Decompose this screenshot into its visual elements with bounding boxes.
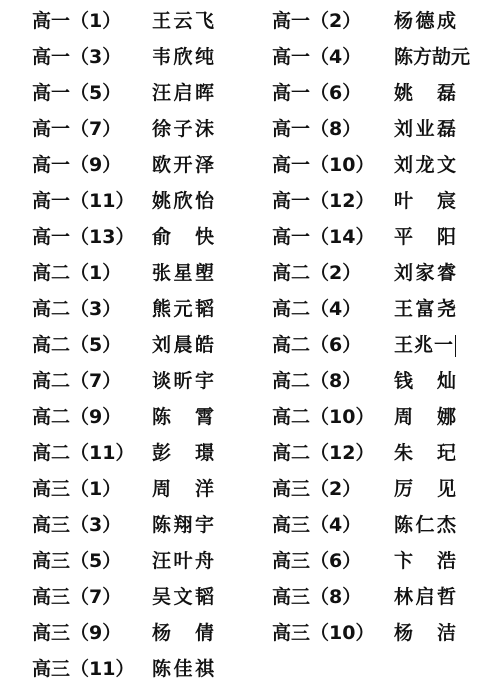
class-label: 高一（7） bbox=[32, 118, 122, 140]
list-row bbox=[0, 327, 489, 363]
student-name: 陈 霄 bbox=[152, 406, 214, 428]
list-row bbox=[0, 111, 489, 147]
class-label: 高一（6） bbox=[272, 82, 362, 104]
student-name: 刘业磊 bbox=[394, 118, 456, 140]
student-name: 张星塱 bbox=[152, 262, 214, 284]
student-name: 徐子沫 bbox=[152, 118, 214, 140]
student-name: 林启哲 bbox=[394, 586, 456, 608]
student-name: 王兆一 bbox=[394, 334, 454, 356]
class-label: 高三（7） bbox=[32, 586, 122, 608]
student-name: 汪叶舟 bbox=[152, 550, 214, 572]
list-row bbox=[0, 363, 489, 399]
class-label: 高三（11） bbox=[32, 658, 135, 680]
student-name: 钱 灿 bbox=[394, 370, 456, 392]
student-name: 陈翔宇 bbox=[152, 514, 214, 536]
list-row bbox=[0, 507, 489, 543]
list-row bbox=[0, 399, 489, 435]
student-name: 平 阳 bbox=[394, 226, 456, 248]
class-label: 高二（11） bbox=[32, 442, 135, 464]
class-label: 高一（2） bbox=[272, 10, 362, 32]
text-cursor bbox=[455, 335, 456, 357]
class-label: 高三（6） bbox=[272, 550, 362, 572]
student-name-with-caret[interactable] bbox=[394, 327, 456, 363]
list-row bbox=[0, 615, 489, 651]
list-row bbox=[0, 579, 489, 615]
student-name: 卞 浩 bbox=[394, 550, 456, 572]
class-label: 高三（3） bbox=[32, 514, 122, 536]
class-label: 高二（8） bbox=[272, 370, 362, 392]
student-name: 叶 宸 bbox=[394, 190, 456, 212]
class-label: 高三（1） bbox=[32, 478, 122, 500]
class-label: 高二（3） bbox=[32, 298, 122, 320]
class-label: 高二（2） bbox=[272, 262, 362, 284]
class-label: 高一（4） bbox=[272, 46, 362, 68]
class-label: 高三（5） bbox=[32, 550, 122, 572]
class-label: 高二（1） bbox=[32, 262, 122, 284]
class-label: 高一（1） bbox=[32, 10, 122, 32]
class-label: 高二（4） bbox=[272, 298, 362, 320]
list-row bbox=[0, 543, 489, 579]
list-row bbox=[0, 183, 489, 219]
list-row bbox=[0, 147, 489, 183]
class-label: 高二（9） bbox=[32, 406, 122, 428]
list-row bbox=[0, 75, 489, 111]
class-label: 高一（10） bbox=[272, 154, 375, 176]
student-name: 陈方劼元 bbox=[394, 46, 471, 68]
class-label: 高一（14） bbox=[272, 226, 375, 248]
class-label: 高三（9） bbox=[32, 622, 122, 644]
class-label: 高一（8） bbox=[272, 118, 362, 140]
class-label: 高三（4） bbox=[272, 514, 362, 536]
student-name: 杨德成 bbox=[394, 10, 456, 32]
student-name: 欧开泽 bbox=[152, 154, 214, 176]
student-name: 姚 磊 bbox=[394, 82, 456, 104]
student-name: 陈佳祺 bbox=[152, 658, 214, 680]
class-label: 高一（12） bbox=[272, 190, 375, 212]
student-name: 姚欣怡 bbox=[152, 190, 214, 212]
list-row bbox=[0, 39, 489, 75]
student-name: 刘晨皓 bbox=[152, 334, 214, 356]
list-row bbox=[0, 3, 489, 39]
class-name-list bbox=[0, 3, 489, 687]
class-label: 高二（7） bbox=[32, 370, 122, 392]
class-label: 高三（2） bbox=[272, 478, 362, 500]
student-name: 周 娜 bbox=[394, 406, 456, 428]
student-name: 谈昕宇 bbox=[152, 370, 214, 392]
student-name: 王云飞 bbox=[152, 10, 214, 32]
list-row bbox=[0, 435, 489, 471]
student-name: 刘龙文 bbox=[394, 154, 456, 176]
student-name: 彭 璟 bbox=[152, 442, 214, 464]
list-row bbox=[0, 255, 489, 291]
class-label: 高一（13） bbox=[32, 226, 135, 248]
class-label: 高二（6） bbox=[272, 334, 362, 356]
student-name: 杨 倩 bbox=[152, 622, 214, 644]
list-row bbox=[0, 471, 489, 507]
class-label: 高二（10） bbox=[272, 406, 375, 428]
class-label: 高三（10） bbox=[272, 622, 375, 644]
student-name: 杨 洁 bbox=[394, 622, 456, 644]
student-name: 韦欣纯 bbox=[152, 46, 214, 68]
class-label: 高一（5） bbox=[32, 82, 122, 104]
class-label: 高二（5） bbox=[32, 334, 122, 356]
student-name: 汪启晖 bbox=[152, 82, 214, 104]
class-label: 高一（9） bbox=[32, 154, 122, 176]
student-name: 周 洋 bbox=[152, 478, 214, 500]
student-name: 朱 玘 bbox=[394, 442, 456, 464]
student-name: 厉 见 bbox=[394, 478, 456, 500]
class-label: 高三（8） bbox=[272, 586, 362, 608]
class-label: 高一（3） bbox=[32, 46, 122, 68]
student-name: 刘家睿 bbox=[394, 262, 456, 284]
class-label: 高一（11） bbox=[32, 190, 135, 212]
student-name: 陈仁杰 bbox=[394, 514, 456, 536]
student-name: 俞 快 bbox=[152, 226, 214, 248]
student-name: 吴文韬 bbox=[152, 586, 214, 608]
list-row bbox=[0, 219, 489, 255]
student-name: 熊元韬 bbox=[152, 298, 214, 320]
class-label: 高二（12） bbox=[272, 442, 375, 464]
student-name: 王富尧 bbox=[394, 298, 456, 320]
list-row bbox=[0, 291, 489, 327]
